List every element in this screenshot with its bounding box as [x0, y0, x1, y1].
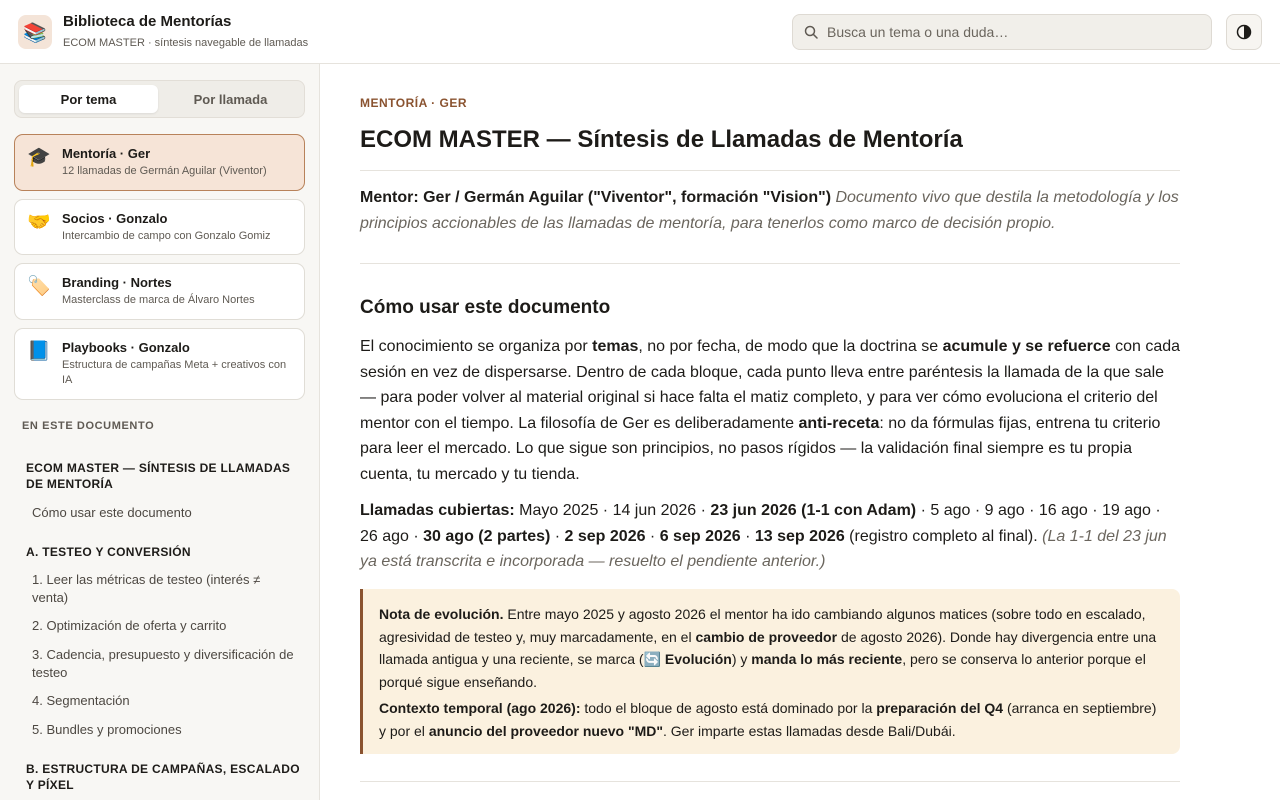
section-divider — [360, 263, 1180, 264]
search-icon — [804, 25, 818, 39]
library-card-socios-gonzalo[interactable] — [14, 199, 305, 255]
library-card-playbooks-gonzalo[interactable] — [14, 328, 305, 400]
view-mode-toggle — [14, 80, 305, 118]
toc-label: EN ESTE DOCUMENTO — [22, 420, 155, 432]
app-title: Biblioteca de Mentorías — [63, 13, 232, 30]
section-title: Cómo usar este documento — [360, 297, 611, 318]
label-tag-icon: 🏷️ — [27, 275, 51, 297]
card-title: Socios · Gonzalo — [62, 211, 168, 226]
bottom-divider — [360, 781, 1180, 782]
document-lead — [360, 185, 1182, 236]
document-title: ECOM MASTER — Síntesis de Llamadas de Mentoría — [360, 126, 963, 153]
sidebar — [0, 64, 320, 800]
card-subtitle: 12 llamadas de Germán Aguilar (Viventor) — [62, 165, 267, 177]
document-content — [320, 64, 1280, 800]
toc-item-a1[interactable]: 1. Leer las métricas de testeo (interés ≠ venta) — [32, 572, 261, 605]
toc-item-a5[interactable]: 5. Bundles y promociones — [32, 722, 182, 737]
search-box[interactable] — [792, 14, 1212, 50]
handshake-icon: 🤝 — [27, 211, 51, 233]
tab-por-llamada[interactable]: Por llamada — [193, 91, 268, 107]
mentor-line: Mentor: Ger / Germán Aguilar ("Viventor", formación "Vision") — [360, 189, 832, 206]
toc-item-a4[interactable]: 4. Segmentación — [32, 693, 130, 708]
temporal-context-note: Contexto temporal (ago 2026): todo el bloque de agosto está dominado por la preparación del Q4 (arranca en septiembre) y por el anuncio del proveedor nuevo "MD". Ger imparte estas llamadas desde Bali/Dubái. — [379, 700, 1157, 739]
books-logo-icon: 📚 — [18, 15, 52, 49]
evolution-note: Nota de evolución. Entre mayo 2025 y agosto 2026 el mentor ha ido cambiando algunos matices (sobre todo en escalado, agresividad de testeo y, muy marcadamente, en el cambio de proveedor de agosto 2026). Donde hay divergencia entre una llamada antigua y una reciente, se marca (🔄 Evolución) y manda lo más reciente, pero se conserva lo anterior porque el porqué sigue enseñando. — [379, 606, 1157, 690]
toc-item-como-usar[interactable]: Cómo usar este documento — [32, 505, 192, 520]
calls-covered-paragraph: Llamadas cubiertas: Mayo 2025 · 14 jun 2026 · 23 jun 2026 (1-1 con Adam) · 5 ago · 9 ago · 16 ago · 19 ago · 26 ago · 30 ago (2 partes) · 2 sep 2026 · 6 sep 2026 · 13 sep 2026 (registro completo al final). (La 1-1 del 23 jun ya está transcrita e incorporada — resuelto el pendiente anterior.) — [360, 502, 1167, 571]
library-card-mentoria-ger[interactable] — [14, 134, 305, 191]
card-subtitle: Intercambio de campo con Gonzalo Gomiz — [62, 230, 271, 242]
title-divider — [360, 170, 1180, 171]
toc-item-a3[interactable]: 3. Cadencia, presupuesto y diversificación de testeo — [32, 647, 294, 680]
graduation-cap-icon: 🎓 — [27, 146, 51, 168]
lead-description: Documento vivo que destila la metodología y los principios accionables de las llamadas de mentoría, para tenerlos como marco de decisión propio. — [360, 189, 1179, 232]
theme-toggle-button[interactable] — [1226, 14, 1262, 50]
card-subtitle: Estructura de campañas Meta + creativos con IA — [62, 359, 287, 386]
evolution-note-callout — [360, 589, 1180, 754]
contrast-icon — [1236, 24, 1252, 40]
search-input[interactable] — [827, 15, 1202, 49]
tab-por-tema[interactable]: Por tema — [19, 85, 158, 113]
card-title: Mentoría · Ger — [62, 146, 151, 161]
document-eyebrow: MENTORÍA · GER — [360, 96, 468, 110]
app-subtitle: ECOM MASTER · síntesis navegable de llamadas — [63, 37, 309, 49]
app-header — [0, 0, 1280, 64]
card-subtitle: Masterclass de marca de Álvaro Nortes — [62, 294, 255, 306]
library-card-branding-nortes[interactable] — [14, 263, 305, 320]
card-title: Branding · Nortes — [62, 275, 172, 290]
blue-book-icon: 📘 — [27, 340, 51, 362]
toc-section-a[interactable]: A. TESTEO Y CONVERSIÓN — [26, 545, 191, 559]
toc-item-a2[interactable]: 2. Optimización de oferta y carrito — [32, 618, 227, 633]
toc-doc-title[interactable]: ECOM MASTER — SÍNTESIS DE LLAMADAS DE MENTORÍA — [26, 461, 291, 491]
intro-paragraph: El conocimiento se organiza por temas, no por fecha, de modo que la doctrina se acumule y se refuerce con cada sesión en vez de dispersarse. Dentro de cada bloque, cada punto lleva entre paréntesis la llamada de la que sale — para poder volver al material original si hace falta el matiz completo, y para ver cómo evoluciona el criterio del mentor con el tiempo. La filosofía de Ger es deliberadamente anti-receta: no da fórmulas fijas, entrena tu criterio para leer el mercado. Lo que sigue son principios, no pasos rígidos — la validación final siempre es tu propia cuenta, tu mercado y tu tienda. — [360, 338, 1181, 483]
toc-section-b[interactable]: B. ESTRUCTURA DE CAMPAÑAS, ESCALADO Y PÍXEL — [26, 762, 300, 792]
card-title: Playbooks · Gonzalo — [62, 340, 190, 355]
